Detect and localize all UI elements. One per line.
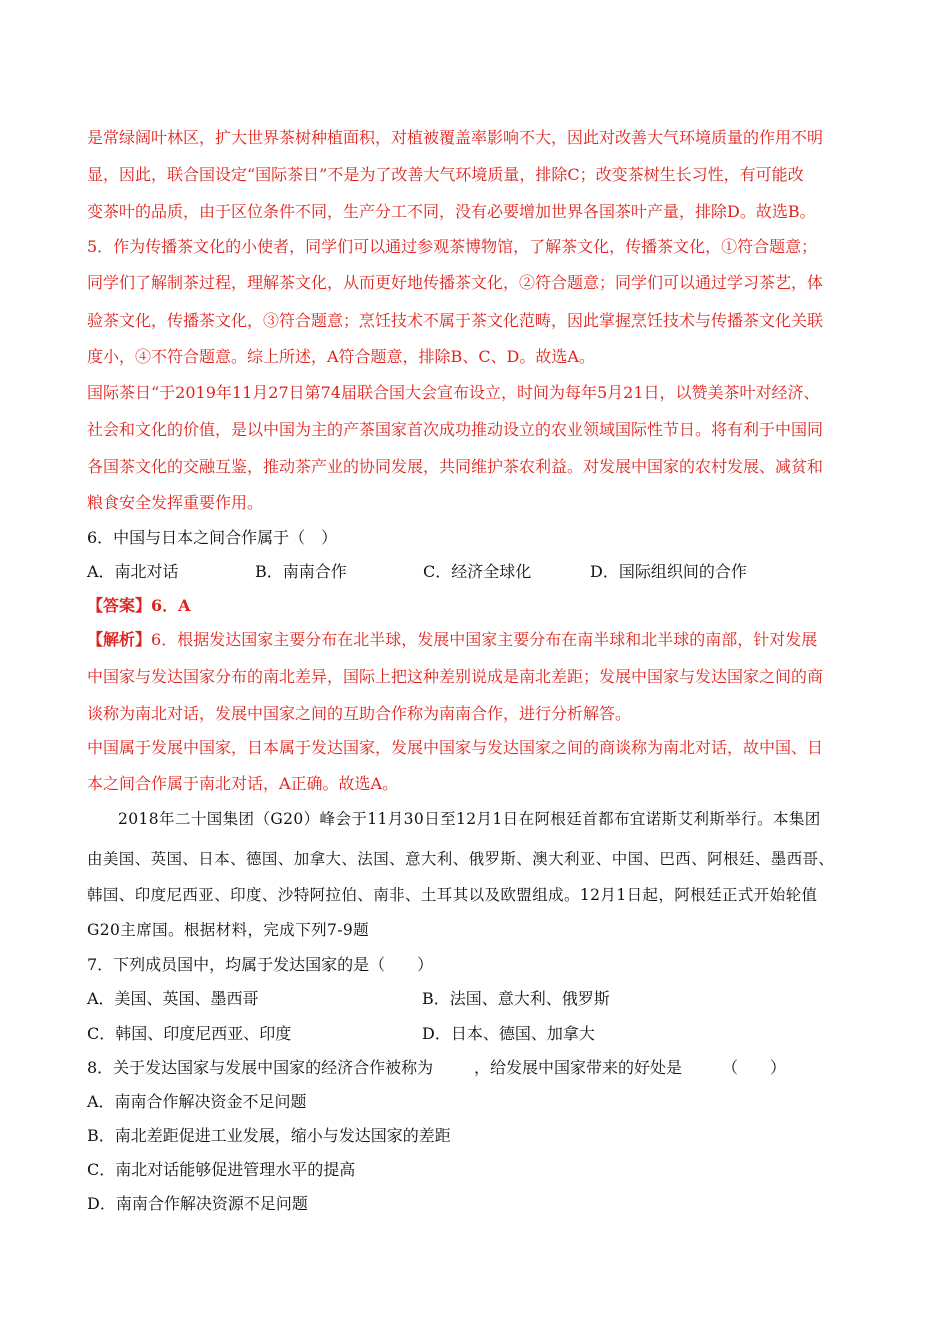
tea-day-note-line: 国际茶日“于2019年11月27日第74届联合国大会宣布设立，时间为每年5月21日，以赞美茶叶对经济、 xyxy=(87,383,820,402)
q7-option-b: B．法国、意大利、俄罗斯 xyxy=(422,989,610,1008)
q8-stem-part3: （ ） xyxy=(722,1058,787,1077)
q6-analysis-line: 中国属于发展中国家，日本属于发达国家，发展中国家与发达国家之间的商谈称为南北对话，故中国、日 xyxy=(87,738,824,757)
q6-answer xyxy=(87,596,191,616)
tea-day-note-line: 粮食安全发挥重要作用。 xyxy=(87,493,264,512)
analysis-tag: 【解析】 xyxy=(87,630,152,649)
prev-explanation-line: 变茶叶的品质，由于区位条件不同，生产分工不同，没有必要增加世界各国茶叶产量，排除D。故选B。 xyxy=(87,202,816,221)
q6-analysis-line: 中国家与发达国家分布的南北差异，国际上把这种差别说成是南北差距；发展中国家与发达国家之间的商 xyxy=(87,667,824,686)
material-line: 2018年二十国集团（G20）峰会于11月30日至12月1日在阿根廷首都布宜诺斯艾利斯举行。本集团 xyxy=(118,810,821,828)
analysis-text: 6．根据发达国家主要分布在北半球，发展中国家主要分布在南半球和北半球的南部，针对发展 xyxy=(151,630,818,649)
q6-option-b: B．南南合作 xyxy=(255,562,347,581)
q6-stem: 6．中国与日本之间合作属于（ ） xyxy=(87,528,338,547)
q6-option-d: D．国际组织间的合作 xyxy=(590,562,747,581)
q6-option-c: C．经济全球化 xyxy=(423,562,532,581)
tea-day-note-line: 社会和文化的价值，是以中国为主的产茶国家首次成功推动设立的农业领域国际性节日。将有利于中国同 xyxy=(87,420,824,439)
material-line: 韩国、印度尼西亚、印度、沙特阿拉伯、南非、土耳其以及欧盟组成。12月1日起，阿根廷正式开始轮值 xyxy=(87,886,818,904)
prev-explanation-line: 显，因此，联合国设定“国际茶日”不是为了改善大气环境质量，排除C；改变茶树生长习性，有可能改 xyxy=(87,165,804,184)
q6-option-a: A．南北对话 xyxy=(87,562,179,581)
q7-option-c: C．韩国、印度尼西亚、印度 xyxy=(87,1024,292,1043)
q8-stem-part2: ，给发展中国家带来的好处是 xyxy=(474,1058,683,1077)
q7-option-d: D．日本、德国、加拿大 xyxy=(422,1024,595,1043)
tea-day-note-line: 各国茶文化的交融互鉴，推动茶产业的协同发展，共同维护茶农利益。对发展中国家的农村发展、减贫和 xyxy=(87,457,824,476)
q6-analysis-line: 谈称为南北对话，发展中国家之间的互助合作称为南南合作，进行分析解答。 xyxy=(87,704,632,723)
q5-explanation-line: 5．作为传播茶文化的小使者，同学们可以通过参观茶博物馆，了解茶文化，传播茶文化，①符合题意； xyxy=(87,237,818,256)
answer-value: 6．A xyxy=(151,596,191,615)
q8-option-a: A．南南合作解决资金不足问题 xyxy=(87,1092,307,1111)
q5-explanation-line: 度小，④不符合题意。综上所述，A符合题意，排除B、C、D。故选A。 xyxy=(87,347,595,366)
q6-analysis-line: 本之间合作属于南北对话，A正确。故选A。 xyxy=(87,774,399,793)
q8-option-d: D．南南合作解决资源不足问题 xyxy=(87,1194,308,1213)
q8-option-b: B．南北差距促进工业发展，缩小与发达国家的差距 xyxy=(87,1126,451,1145)
q8-option-c: C．南北对话能够促进管理水平的提高 xyxy=(87,1160,356,1179)
q6-analysis-line xyxy=(87,630,817,650)
prev-explanation-line: 是常绿阔叶林区，扩大世界茶树种植面积，对植被覆盖率影响不大，因此对改善大气环境质量的作用不明 xyxy=(87,128,824,147)
q5-explanation-line: 同学们了解制茶过程，理解茶文化，从而更好地传播茶文化，②符合题意；同学们可以通过学习茶艺，体 xyxy=(87,273,824,292)
q7-stem: 7．下列成员国中，均属于发达国家的是（ ） xyxy=(87,955,434,974)
q5-explanation-line: 验茶文化，传播茶文化，③符合题意；烹饪技术不属于茶文化范畴，因此掌握烹饪技术与传播茶文化关联 xyxy=(87,311,824,330)
material-line: 由美国、英国、日本、德国、加拿大、法国、意大利、俄罗斯、澳大利亚、中国、巴西、阿根廷、墨西哥、 xyxy=(87,850,835,868)
answer-tag: 【答案】 xyxy=(87,596,152,615)
material-line: G20主席国。根据材料，完成下列7-9题 xyxy=(87,921,370,939)
q7-option-a: A．美国、英国、墨西哥 xyxy=(87,989,259,1008)
q8-stem-part1: 8．关于发达国家与发展中国家的经济合作被称为 xyxy=(87,1058,434,1077)
